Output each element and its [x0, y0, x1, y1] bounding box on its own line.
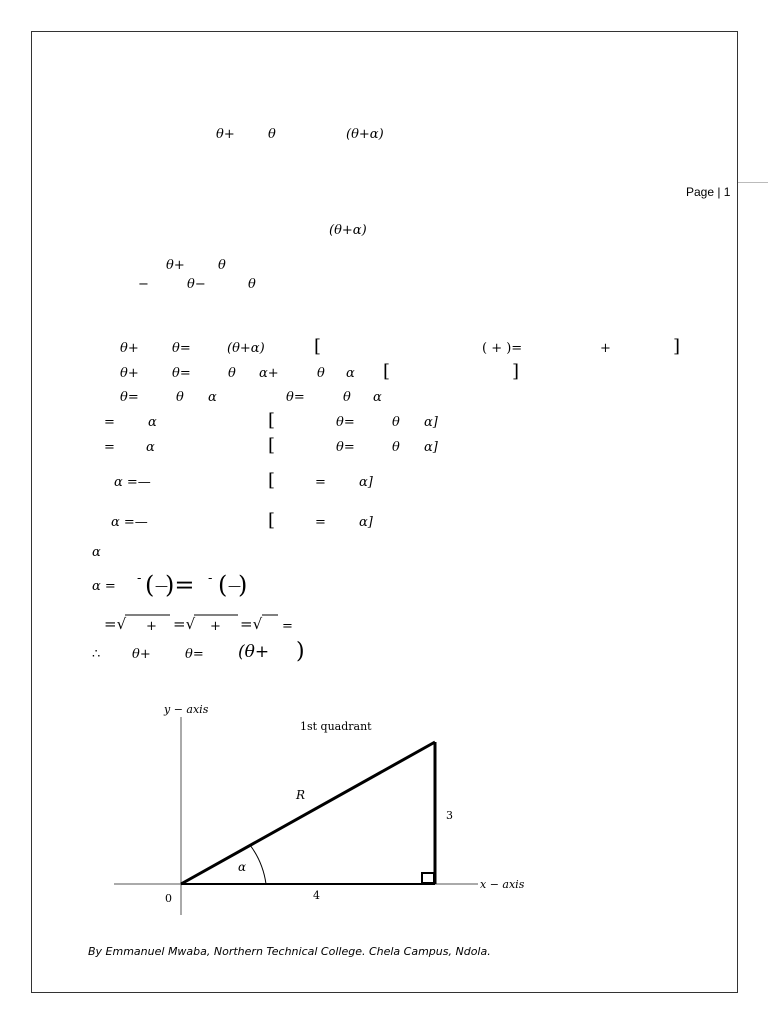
paren: )	[296, 639, 305, 664]
math-term: ( + )=	[482, 341, 523, 356]
math-term: —	[155, 579, 168, 594]
math-term: θ=	[172, 366, 191, 381]
math-term: +	[146, 619, 157, 634]
math-term: (θ+α)	[227, 341, 265, 356]
bracket: [	[268, 510, 276, 531]
bracket: [	[314, 336, 322, 357]
math-term: +	[600, 341, 611, 356]
x-axis-label: x − axis	[480, 878, 525, 891]
math-term: θ=	[185, 647, 204, 662]
base-label: 4	[313, 889, 320, 902]
paren: )=	[165, 571, 195, 599]
math-term: θ	[343, 390, 351, 405]
math-term: θ+	[216, 127, 235, 142]
math-term: -	[137, 571, 142, 586]
math-term: θ+	[132, 647, 151, 662]
therefore-symbol: ∴	[92, 647, 101, 662]
math-term: =√	[104, 615, 127, 633]
math-term: —	[228, 579, 241, 594]
math-term: θ	[268, 127, 276, 142]
math-term: (θ+α)	[329, 223, 367, 238]
triangle-diagram	[100, 695, 540, 915]
paren: (	[145, 571, 155, 599]
math-term: =√	[173, 615, 196, 633]
math-term: θ=	[286, 390, 305, 405]
hypotenuse	[181, 742, 435, 884]
math-term: θ	[228, 366, 236, 381]
angle-arc	[250, 845, 266, 884]
origin-label: 0	[165, 892, 172, 905]
bracket: [	[268, 470, 276, 491]
math-term: α	[146, 440, 155, 455]
math-term: θ+	[120, 341, 139, 356]
page-number: Page | 1	[686, 185, 731, 199]
math-term: θ+	[120, 366, 139, 381]
bracket: ]	[673, 336, 681, 357]
math-term: α+	[259, 366, 279, 381]
math-term: =√	[240, 615, 263, 633]
math-term: α =—	[114, 475, 151, 490]
math-term: θ	[317, 366, 325, 381]
math-term: =	[282, 619, 293, 634]
math-term: α =—	[111, 515, 148, 530]
math-term: α]	[424, 440, 438, 455]
math-term: θ=	[172, 341, 191, 356]
math-term: α	[373, 390, 382, 405]
math-term: =	[104, 415, 115, 430]
math-term: =	[315, 515, 326, 530]
bracket: [	[268, 410, 276, 431]
math-term: (θ+α)	[346, 127, 384, 142]
math-term: θ	[176, 390, 184, 405]
math-term: α =	[92, 579, 116, 594]
bracket: ]	[512, 361, 520, 382]
math-term: θ=	[120, 390, 139, 405]
angle-label: α	[238, 860, 247, 874]
hypotenuse-label: R	[296, 788, 306, 802]
math-term: α]	[359, 475, 373, 490]
math-term: =	[315, 475, 326, 490]
math-term: θ	[392, 415, 400, 430]
y-axis-label: y − axis	[164, 703, 209, 716]
math-term: θ=	[336, 440, 355, 455]
footer-credit: By Emmanuel Mwaba, Northern Technical College. Chela Campus, Ndola.	[88, 945, 491, 958]
math-term: α	[92, 545, 101, 560]
math-term: −	[138, 277, 149, 292]
math-term: -	[208, 571, 213, 586]
math-term: +	[210, 619, 221, 634]
math-term: θ−	[187, 277, 206, 292]
height-label: 3	[446, 809, 453, 822]
math-term: θ	[248, 277, 256, 292]
math-term: θ	[392, 440, 400, 455]
quadrant-label: 1st quadrant	[300, 720, 372, 733]
math-term: θ	[218, 258, 226, 273]
bracket: [	[268, 435, 276, 456]
header-rule	[738, 182, 768, 183]
math-term: =	[104, 440, 115, 455]
bracket: [	[383, 361, 391, 382]
math-term: α]	[424, 415, 438, 430]
right-angle-marker	[422, 873, 434, 883]
math-term: θ=	[336, 415, 355, 430]
math-term: θ+	[166, 258, 185, 273]
paren: )	[238, 571, 248, 599]
math-term: (θ+	[238, 642, 270, 662]
math-term: α	[208, 390, 217, 405]
math-term: α	[148, 415, 157, 430]
paren: (	[218, 571, 228, 599]
math-term: α]	[359, 515, 373, 530]
math-term: α	[346, 366, 355, 381]
